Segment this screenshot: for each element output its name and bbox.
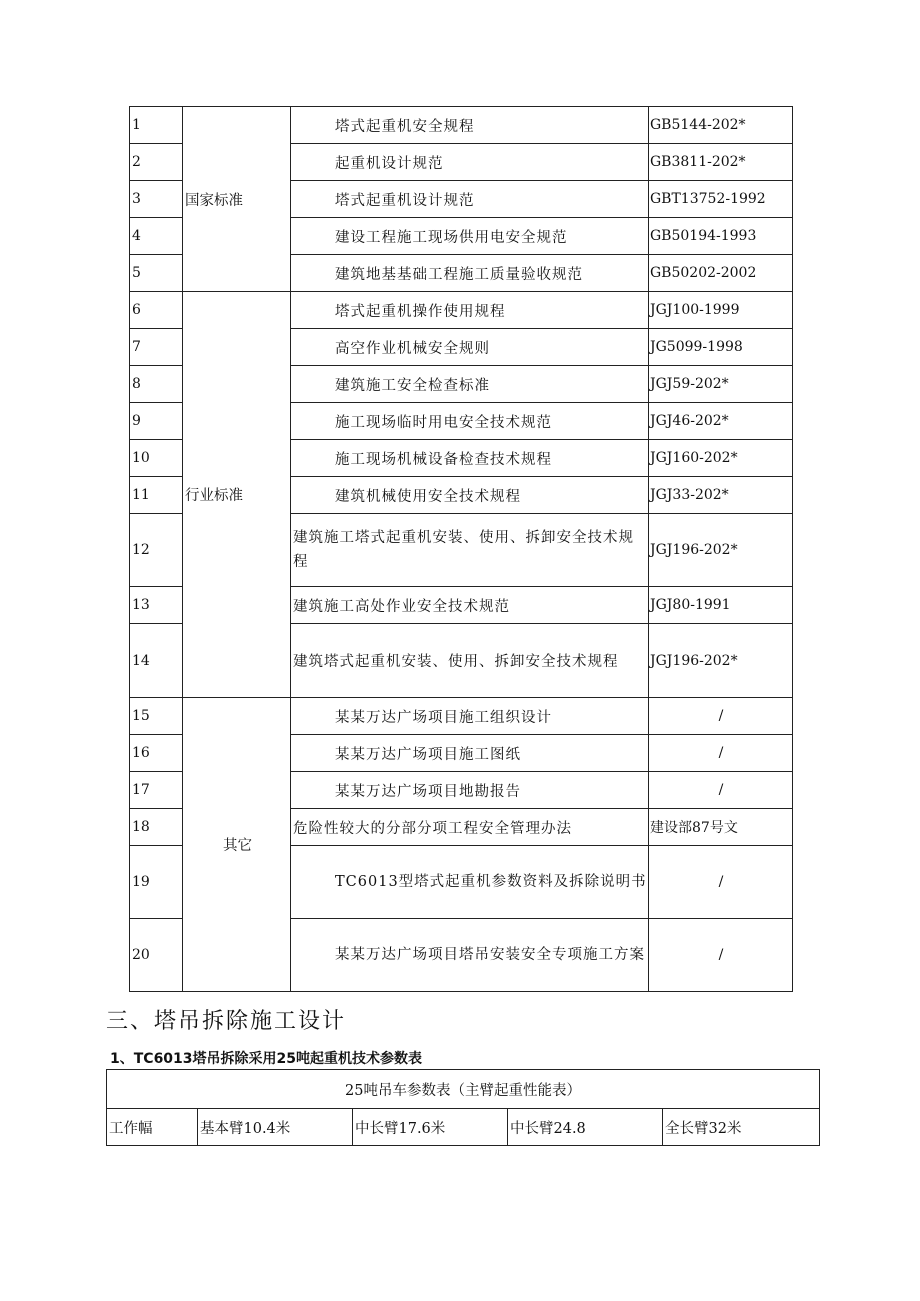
column-header: 全长臂32米 (663, 1109, 820, 1146)
table-row (130, 698, 793, 735)
table-row (107, 1109, 820, 1146)
standard-code: JGJ196-202* (649, 514, 793, 587)
standard-code: JGJ59-202* (649, 366, 793, 403)
standard-code: GB50194-1993 (649, 218, 793, 255)
column-header: 中长臂24.8 (508, 1109, 663, 1146)
standard-name: 建筑机械使用安全技术规程 (291, 477, 649, 514)
row-number: 18 (130, 809, 183, 846)
standard-code: JGJ196-202* (649, 624, 793, 698)
column-header: 工作幅 (107, 1109, 198, 1146)
standard-name: 施工现场临时用电安全技术规范 (291, 403, 649, 440)
row-number: 16 (130, 735, 183, 772)
crane-parameter-table (106, 1069, 820, 1146)
section-subtitle: 1、TC6013塔吊拆除采用25吨起重机技术参数表 (110, 1051, 423, 1067)
standard-name: 高空作业机械安全规则 (291, 329, 649, 366)
row-number: 8 (130, 366, 183, 403)
standard-code: GB50202-2002 (649, 255, 793, 292)
standard-code: JGJ160-202* (649, 440, 793, 477)
category-industry: 行业标准 (183, 292, 291, 698)
row-number: 9 (130, 403, 183, 440)
standard-code: / (649, 698, 793, 735)
standard-name: 起重机设计规范 (291, 144, 649, 181)
standard-name: 建设工程施工现场供用电安全规范 (291, 218, 649, 255)
row-number: 20 (130, 919, 183, 992)
standard-code: / (649, 846, 793, 919)
row-number: 5 (130, 255, 183, 292)
standard-code: / (649, 772, 793, 809)
category-other: 其它 (183, 698, 291, 992)
row-number: 7 (130, 329, 183, 366)
standard-code: GB5144-202* (649, 107, 793, 144)
row-number: 15 (130, 698, 183, 735)
row-number: 4 (130, 218, 183, 255)
row-number: 6 (130, 292, 183, 329)
table-row (130, 292, 793, 329)
standard-code: / (649, 919, 793, 992)
standard-name: 塔式起重机操作使用规程 (291, 292, 649, 329)
standard-name: 施工现场机械设备检查技术规程 (291, 440, 649, 477)
standard-name: 某某万达广场项目塔吊安装安全专项施工方案 (291, 919, 649, 992)
row-number: 12 (130, 514, 183, 587)
standard-code: JGJ100-1999 (649, 292, 793, 329)
table-row (107, 1070, 820, 1109)
row-number: 17 (130, 772, 183, 809)
standard-name: 某某万达广场项目施工图纸 (291, 735, 649, 772)
standard-name: 某某万达广场项目施工组织设计 (291, 698, 649, 735)
row-number: 13 (130, 587, 183, 624)
row-number: 2 (130, 144, 183, 181)
row-number: 10 (130, 440, 183, 477)
row-number: 1 (130, 107, 183, 144)
standard-code: 建设部87号文 (649, 809, 793, 846)
standards-table (129, 106, 793, 992)
standard-name: 建筑施工安全检查标准 (291, 366, 649, 403)
table-caption: 25吨吊车参数表（主臂起重性能表） (107, 1070, 820, 1109)
standard-name: 建筑地基基础工程施工质量验收规范 (291, 255, 649, 292)
column-header: 中长臂17.6米 (353, 1109, 508, 1146)
standard-code: JG5099-1998 (649, 329, 793, 366)
standard-name: 建筑施工高处作业安全技术规范 (291, 587, 649, 624)
standard-code: JGJ46-202* (649, 403, 793, 440)
standard-name: 塔式起重机安全规程 (291, 107, 649, 144)
standard-code: GB3811-202* (649, 144, 793, 181)
category-national: 国家标准 (183, 107, 291, 292)
standard-code: JGJ80-1991 (649, 587, 793, 624)
row-number: 11 (130, 477, 183, 514)
table-row (130, 107, 793, 144)
standard-name: 建筑塔式起重机安装、使用、拆卸安全技术规程 (291, 624, 649, 698)
standard-name: TC6013型塔式起重机参数资料及拆除说明书 (291, 846, 649, 919)
standard-code: GBT13752-1992 (649, 181, 793, 218)
standard-name: 建筑施工塔式起重机安装、使用、拆卸安全技术规程 (291, 514, 649, 587)
standard-name: 某某万达广场项目地勘报告 (291, 772, 649, 809)
section-title: 三、塔吊拆除施工设计 (106, 1009, 347, 1034)
column-header: 基本臂10.4米 (198, 1109, 353, 1146)
row-number: 19 (130, 846, 183, 919)
row-number: 3 (130, 181, 183, 218)
row-number: 14 (130, 624, 183, 698)
standard-name: 塔式起重机设计规范 (291, 181, 649, 218)
standard-code: JGJ33-202* (649, 477, 793, 514)
standard-name: 危险性较大的分部分项工程安全管理办法 (291, 809, 649, 846)
standard-code: / (649, 735, 793, 772)
